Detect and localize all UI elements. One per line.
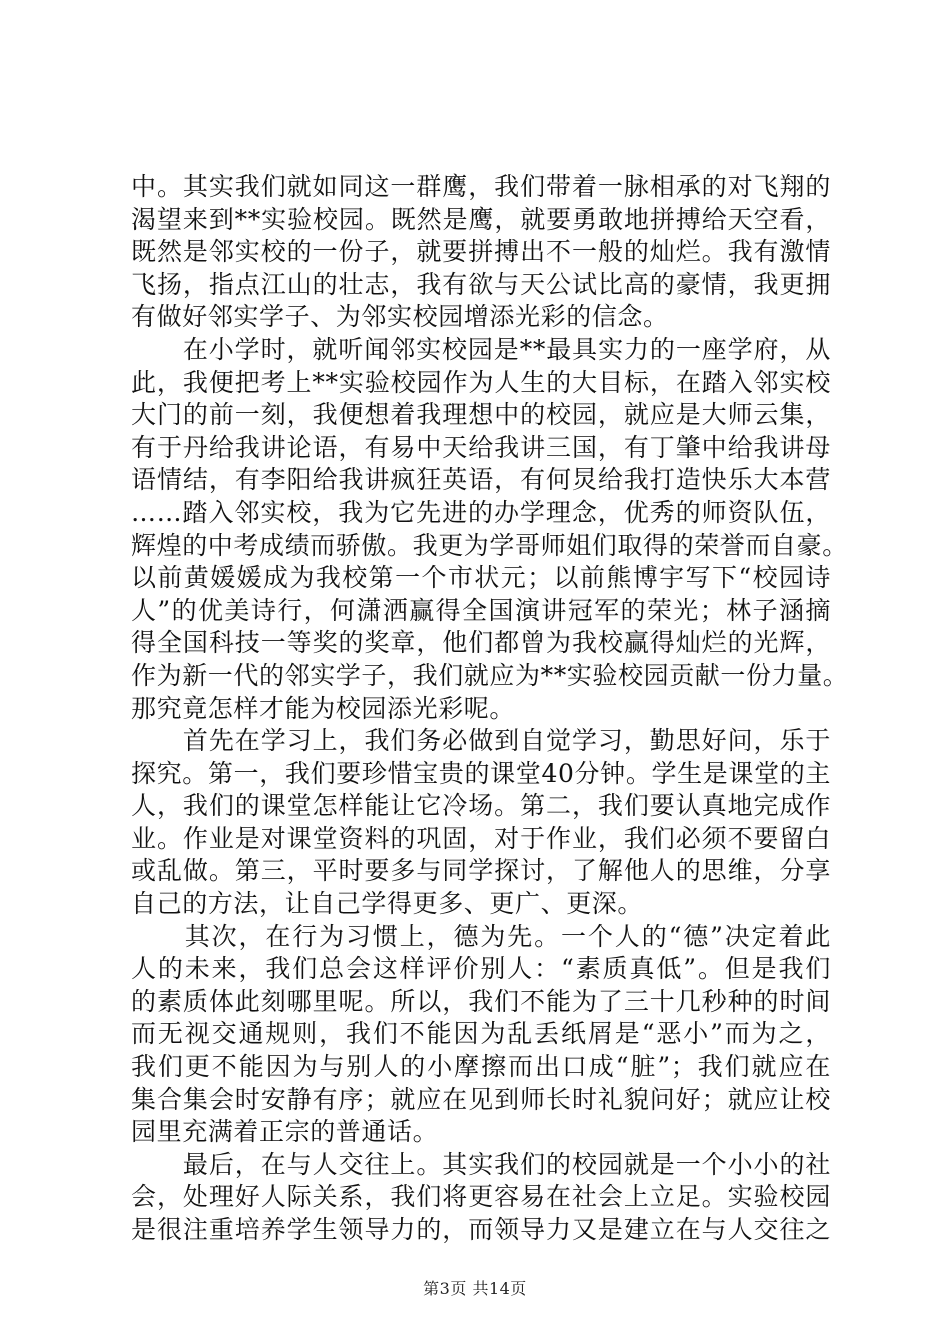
text-line: 最后，在与人交往上。其实我们的校园就是一个小小的社 <box>131 1149 831 1179</box>
paragraph <box>131 921 831 1149</box>
text-line: 的素质体此刻哪里呢。所以，我们不能为了三十几秒种的时间 <box>131 986 831 1016</box>
paragraph <box>131 1149 831 1247</box>
paragraph <box>131 171 831 334</box>
text-line: 既然是邻实校的一份子，就要拼搏出不一般的灿烂。我有激情 <box>131 237 831 267</box>
text-line: 其次，在行为习惯上，德为先。一个人的“德”决定着此 <box>131 921 831 951</box>
text-line: 而无视交通规则，我们不能因为乱丢纸屑是“恶小”而为之， <box>131 1019 831 1049</box>
text-line: 集合集会时安静有序；就应在见到师长时礼貌问好；就应让校 <box>131 1084 831 1114</box>
document-body <box>131 171 849 1247</box>
text-line: 首先在学习上，我们务必做到自觉学习，勤思好问，乐于 <box>131 726 831 756</box>
text-line: 飞扬，指点江山的壮志，我有欲与天公试比高的豪情，我更拥 <box>131 269 831 299</box>
text-line: 业。作业是对课堂资料的巩固，对于作业，我们必须不要留白 <box>131 823 831 853</box>
paragraph <box>131 725 831 921</box>
text-line: 大门的前一刻，我便想着我理想中的校园，就应是大师云集， <box>131 400 831 430</box>
text-line: 那究竟怎样才能为校园添光彩呢。 <box>131 693 516 723</box>
text-line: 有做好邻实学子、为邻实校园增添光彩的信念。 <box>131 302 669 332</box>
text-line: 得全国科技一等奖的奖章，他们都曾为我校赢得灿烂的光辉， <box>131 628 831 658</box>
text-line: 是很注重培养学生领导力的，而领导力又是建立在与人交往之 <box>131 1215 831 1244</box>
text-line: 辉煌的中考成绩而骄傲。我更为学哥师姐们取得的荣誉而自豪。 <box>131 530 848 560</box>
page-number-footer: 第3页 共14页 <box>423 1279 527 1298</box>
text-line: 此，我便把考上**实验校园作为人生的大目标，在踏入邻实校 <box>131 367 831 397</box>
text-line: 人的未来，我们总会这样评价别人：“素质真低”。但是我们 <box>131 954 831 984</box>
text-line: 在小学时，就听闻邻实校园是**最具实力的一座学府，从 <box>131 334 831 364</box>
text-line: 人，我们的课堂怎样能让它冷场。第二，我们要认真地完成作 <box>131 791 831 821</box>
text-line: 园里充满着正宗的普通话。 <box>131 1117 439 1147</box>
text-line: 渴望来到**实验校园。既然是鹰，就要勇敢地拼搏给天空看， <box>131 204 831 234</box>
paragraph <box>131 334 849 725</box>
text-line: 中。其实我们就如同这一群鹰，我们带着一脉相承的对飞翔的 <box>131 172 831 201</box>
text-line: ……踏入邻实校，我为它先进的办学理念，优秀的师资队伍， <box>131 497 831 527</box>
text-line: 自己的方法，让自己学得更多、更广、更深。 <box>131 889 644 919</box>
text-line: 我们更不能因为与别人的小摩擦而出口成“脏”；我们就应在 <box>131 1052 831 1082</box>
text-line: 探究。第一，我们要珍惜宝贵的课堂40分钟。学生是课堂的主 <box>131 758 831 788</box>
text-line: 会，处理好人际关系，我们将更容易在社会上立足。实验校园 <box>131 1182 831 1212</box>
text-line: 语情结，有李阳给我讲疯狂英语，有何炅给我打造快乐大本营 <box>131 465 831 495</box>
text-line: 或乱做。第三，平时要多与同学探讨，了解他人的思维，分享 <box>131 856 831 886</box>
text-line: 作为新一代的邻实学子，我们就应为**实验校园贡献一份力量。 <box>131 660 849 690</box>
text-line: 有于丹给我讲论语，有易中天给我讲三国，有丁肇中给我讲母 <box>131 432 831 462</box>
text-line: 以前黄媛媛成为我校第一个市状元；以前熊博宇写下“校园诗 <box>131 563 831 593</box>
text-line: 人”的优美诗行，何潇洒赢得全国演讲冠军的荣光；林子涵摘 <box>131 595 831 625</box>
